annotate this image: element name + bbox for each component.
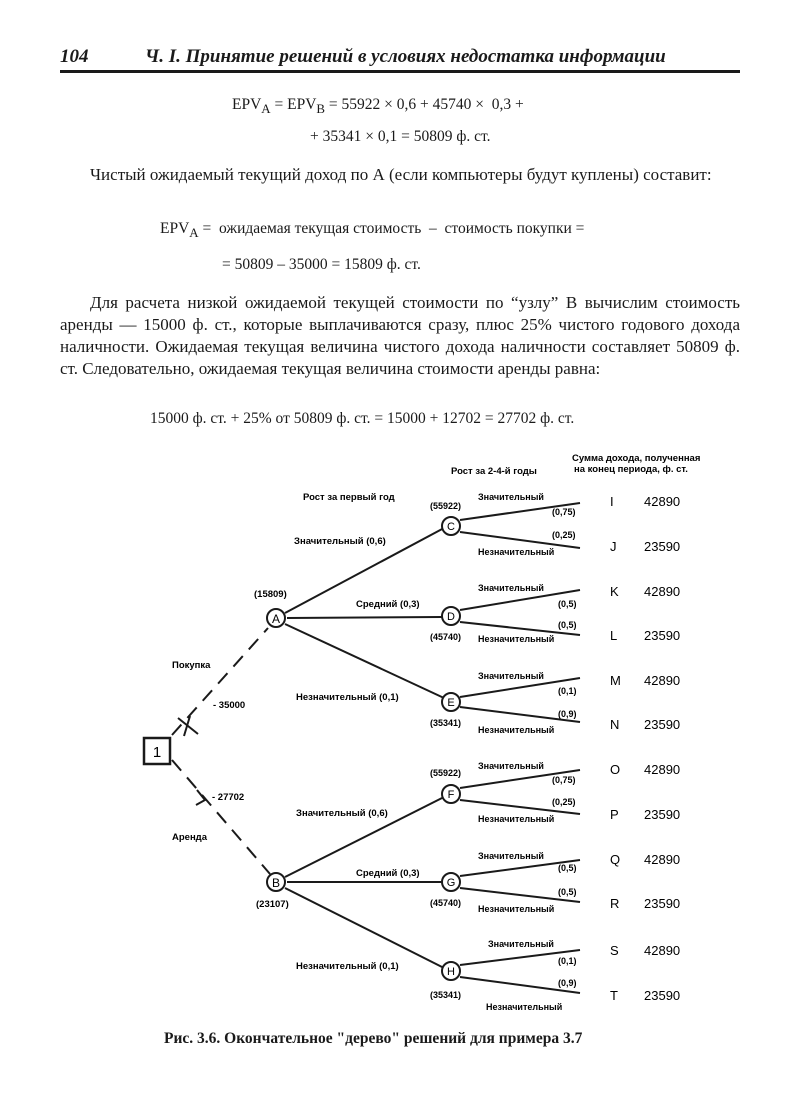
g-high-label: Значительный <box>478 851 544 861</box>
outcome-letter: I <box>610 494 614 509</box>
c-high-label: Значительный <box>478 492 544 502</box>
outcome-value: 23590 <box>644 628 681 643</box>
node-f-label: F <box>447 789 455 801</box>
outcome-letter: L <box>610 628 618 643</box>
c-p-high: (0,75) <box>552 507 576 517</box>
h-p-high: (0,1) <box>558 956 577 966</box>
equation-rent-value: 15000 ф. ст. + 25% от 50809 ф. ст. = 15000 + 12702 = 27702 ф. ст. <box>150 410 575 427</box>
h-p-low: (0,9) <box>558 978 577 988</box>
outcome-value: 42890 <box>644 494 681 509</box>
running-title: Ч. I. Принятие решений в условиях недостатка информации <box>145 46 666 67</box>
g-p-low: (0,5) <box>558 887 577 897</box>
node-b-value: (23107) <box>256 899 289 910</box>
b-branch-high: Значительный (0,6) <box>296 808 388 819</box>
b-branch-mid: Средний (0,3) <box>356 868 420 879</box>
equation-net-epv-line1: $EPV_A$ = ожидаемая текущая стоимость – стоимость покупки = <box>160 220 585 241</box>
outcome-letter: O <box>610 762 621 777</box>
d-high-label: Значительный <box>478 583 544 593</box>
node-d-label: D <box>447 611 455 623</box>
node-h-label: H <box>447 966 455 978</box>
outcome-value: 23590 <box>644 539 681 554</box>
node-c-label: C <box>447 521 455 533</box>
outcome-letter: S <box>610 943 619 958</box>
outcome-value: 23590 <box>644 807 681 822</box>
rent-label: Аренда <box>172 832 207 843</box>
outcome-letter: R <box>610 896 620 911</box>
outcome-value: 42890 <box>644 762 681 777</box>
a-branch-high: Значительный (0,6) <box>294 536 386 547</box>
node-g-label: G <box>446 877 456 889</box>
equation-net-epv-line2: = 50809 – 35000 = 15809 ф. ст. <box>222 256 421 273</box>
outcome-letter: K <box>610 584 619 599</box>
outcome-value: 23590 <box>644 988 681 1003</box>
a-branch-mid: Средний (0,3) <box>356 599 420 610</box>
d-p-low: (0,5) <box>558 620 577 630</box>
node-d-value: (45740) <box>430 632 462 642</box>
f-high-label: Значительный <box>478 761 544 771</box>
rent-branch <box>172 760 270 874</box>
outcome-letter: Q <box>610 852 621 867</box>
rent-value: - 27702 <box>212 792 245 803</box>
sum-header-line1: Сумма дохода, полученная <box>572 453 701 464</box>
growth-years-header: Рост за 2-4-й годы <box>451 466 537 477</box>
buy-label: Покупка <box>172 660 211 671</box>
a-branch-low: Незначительный (0,1) <box>296 692 399 703</box>
e-low-label: Незначительный <box>478 725 555 735</box>
outcome-letter: T <box>610 988 618 1003</box>
equation-epv-line1: $EPV_A = EPV_B = 55922 \times 0,6 + 45740 \times 0,3$ + <box>232 96 524 117</box>
node-b-label: B <box>271 876 281 890</box>
page-number: 104 <box>60 46 89 67</box>
node-f-value: (55922) <box>430 768 462 778</box>
b-branch-low: Незначительный (0,1) <box>296 961 399 972</box>
g-low-label: Незначительный <box>478 904 555 914</box>
node-g-value: (45740) <box>430 898 462 908</box>
outcome-letter: N <box>610 717 620 732</box>
outcome-value: 42890 <box>644 852 681 867</box>
outcome-letter: P <box>610 807 619 822</box>
buy-branch <box>172 628 268 735</box>
f-low-label: Незначительный <box>478 814 555 824</box>
sum-header-line2: на конец периода, ф. ст. <box>574 464 688 475</box>
f-p-low: (0,25) <box>552 797 576 807</box>
outcome-value: 42890 <box>644 673 681 688</box>
paragraph-net-income: Чистый ожидаемый текущий доход по А (если компьютеры будут куплены) составит: <box>90 165 712 184</box>
rent-arrow <box>196 790 205 805</box>
node-e-value: (35341) <box>430 718 462 728</box>
d-p-high: (0,5) <box>558 599 577 609</box>
paragraph-rent-cost: Для расчета низкой ожидаемой текущей стоимости по “узлу” В вычислим стоимость аренды — 15000 ф. ст., которые выплачиваются сразу, плюс 25% чистого годового дохода наличности. Ожидаемая текущая величина чистого дохода наличности составляет 50809 ф. ст. Следовательно, ожидаемая текущая величина стоимости аренды равна: <box>60 293 740 378</box>
f-p-high: (0,75) <box>552 775 576 785</box>
h-low-label: Незначительный <box>486 1002 563 1012</box>
c-low-label: Незначительный <box>478 547 555 557</box>
outcome-value: 23590 <box>644 717 681 732</box>
equation-epv-line2: + 35341 × 0,1 = 50809 ф. ст. <box>310 128 491 145</box>
figure-caption: Рис. 3.6. Окончательное "дерево" решений для примера 3.7 <box>164 1030 583 1047</box>
c-p-low: (0,25) <box>552 530 576 540</box>
outcome-value: 23590 <box>644 896 681 911</box>
node-a-value: (15809) <box>254 589 287 600</box>
e-p-low: (0,9) <box>558 709 577 719</box>
node-e-label: E <box>447 697 455 709</box>
e-high-label: Значительный <box>478 671 544 681</box>
outcome-value: 42890 <box>644 584 681 599</box>
d-low-label: Незначительный <box>478 634 555 644</box>
node-a-label: A <box>271 612 281 626</box>
h-high-label: Значительный <box>488 939 554 949</box>
outcome-letter: J <box>610 539 617 554</box>
root-label: 1 <box>152 744 162 761</box>
g-p-high: (0,5) <box>558 863 577 873</box>
outcome-value: 42890 <box>644 943 681 958</box>
e-p-high: (0,1) <box>558 686 577 696</box>
buy-value: - 35000 <box>213 700 246 711</box>
node-c-value: (55922) <box>430 501 462 511</box>
outcome-letter: M <box>610 673 621 688</box>
first-year-header: Рост за первый год <box>303 492 395 503</box>
node-h-value: (35341) <box>430 990 462 1000</box>
